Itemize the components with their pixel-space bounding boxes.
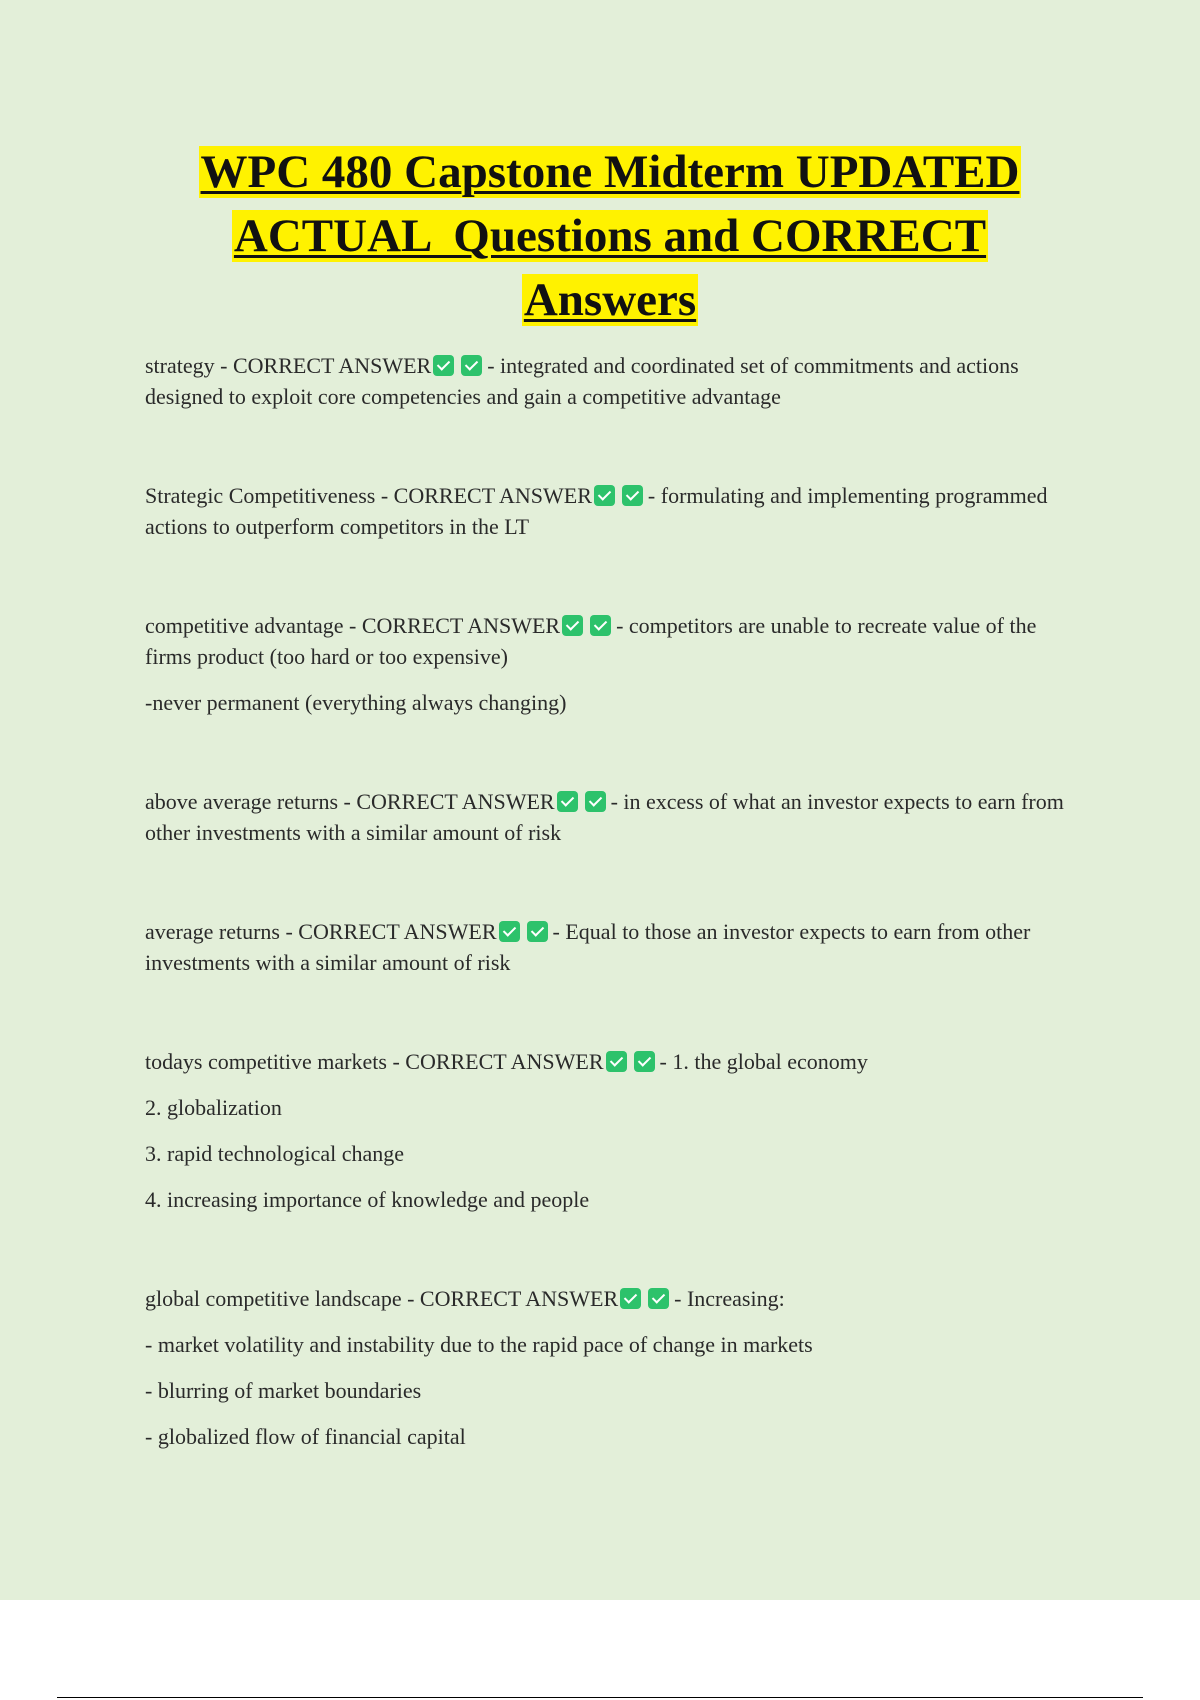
entry-term: strategy	[145, 353, 215, 378]
entry-definition: - Equal to those an investor expects to earn from other investments with a similar amount of risk	[145, 919, 1031, 975]
document-content	[145, 140, 1075, 1520]
check-mark-icon	[527, 921, 548, 942]
check-mark-icon	[433, 355, 454, 376]
correct-answer-label: - CORRECT ANSWER	[349, 613, 561, 638]
qa-entry	[145, 1046, 1075, 1215]
footer-divider	[57, 1697, 1143, 1698]
correct-answer-label: - CORRECT ANSWER	[343, 789, 555, 814]
entry-term: average returns	[145, 919, 280, 944]
document-title	[145, 140, 1075, 332]
qa-entry	[145, 1283, 1075, 1452]
check-mark-icon	[634, 1051, 655, 1072]
check-mark-icon	[557, 791, 578, 812]
qa-entry-list	[145, 350, 1075, 1452]
check-mark-icon	[648, 1288, 669, 1309]
entry-term: competitive advantage	[145, 613, 344, 638]
entry-definition: - formulating and implementing programmed actions to outperform competitors in the LT	[145, 483, 1048, 539]
entry-detail-line: - market volatility and instability due to the rapid pace of change in markets	[145, 1332, 813, 1357]
qa-entry	[145, 350, 1075, 412]
check-mark-icon	[461, 355, 482, 376]
title-line-3: Answers	[523, 274, 697, 326]
check-mark-icon	[594, 485, 615, 506]
qa-entry	[145, 916, 1075, 978]
qa-entry-text	[145, 1046, 1075, 1077]
entry-definition: - Increasing:	[674, 1286, 785, 1311]
entry-term: global competitive landscape	[145, 1286, 402, 1311]
check-mark-icon	[620, 1288, 641, 1309]
correct-answer-label: - CORRECT ANSWER	[380, 483, 592, 508]
qa-entry-text	[145, 1283, 1075, 1314]
entry-detail-line: 3. rapid technological change	[145, 1141, 405, 1166]
qa-entry-text	[145, 916, 1075, 978]
correct-answer-label: - CORRECT ANSWER	[285, 919, 497, 944]
title-line-1: WPC 480 Capstone Midterm UPDATED	[200, 146, 1020, 198]
correct-answer-label: - CORRECT ANSWER	[407, 1286, 619, 1311]
qa-entry-text	[145, 350, 1075, 412]
qa-entry-text	[145, 480, 1075, 542]
qa-entry	[145, 786, 1075, 848]
entry-term: todays competitive markets	[145, 1049, 387, 1074]
qa-entry	[145, 610, 1075, 718]
check-mark-icon	[606, 1051, 627, 1072]
entry-detail-line: 2. globalization	[145, 1095, 282, 1120]
qa-entry-text	[145, 786, 1075, 848]
entry-term: Strategic Competitiveness	[145, 483, 376, 508]
entry-detail-line: - globalized flow of financial capital	[145, 1424, 466, 1449]
correct-answer-label: - CORRECT ANSWER	[220, 353, 432, 378]
qa-entry-text	[145, 610, 1075, 672]
qa-entry	[145, 480, 1075, 542]
check-mark-icon	[585, 791, 606, 812]
entry-definition: - competitors are unable to recreate value of the firms product (too hard or too expensive)	[145, 613, 1037, 669]
check-mark-icon	[590, 615, 611, 636]
check-mark-icon	[562, 615, 583, 636]
entry-definition: - 1. the global economy	[659, 1049, 868, 1074]
entry-term: above average returns	[145, 789, 339, 814]
check-mark-icon	[499, 921, 520, 942]
entry-detail-line: 4. increasing importance of knowledge and people	[145, 1187, 590, 1212]
entry-definition: - integrated and coordinated set of commitments and actions designed to exploit core competencies and gain a competitive advantage	[145, 353, 1019, 409]
correct-answer-label: - CORRECT ANSWER	[392, 1049, 604, 1074]
entry-detail-line: - blurring of market boundaries	[145, 1378, 422, 1403]
check-mark-icon	[622, 485, 643, 506]
entry-definition: - in excess of what an investor expects to earn from other investments with a similar amount of risk	[145, 789, 1064, 845]
title-line-2: ACTUAL Questions and CORRECT	[233, 210, 987, 262]
entry-detail-line: -never permanent (everything always changing)	[145, 690, 567, 715]
